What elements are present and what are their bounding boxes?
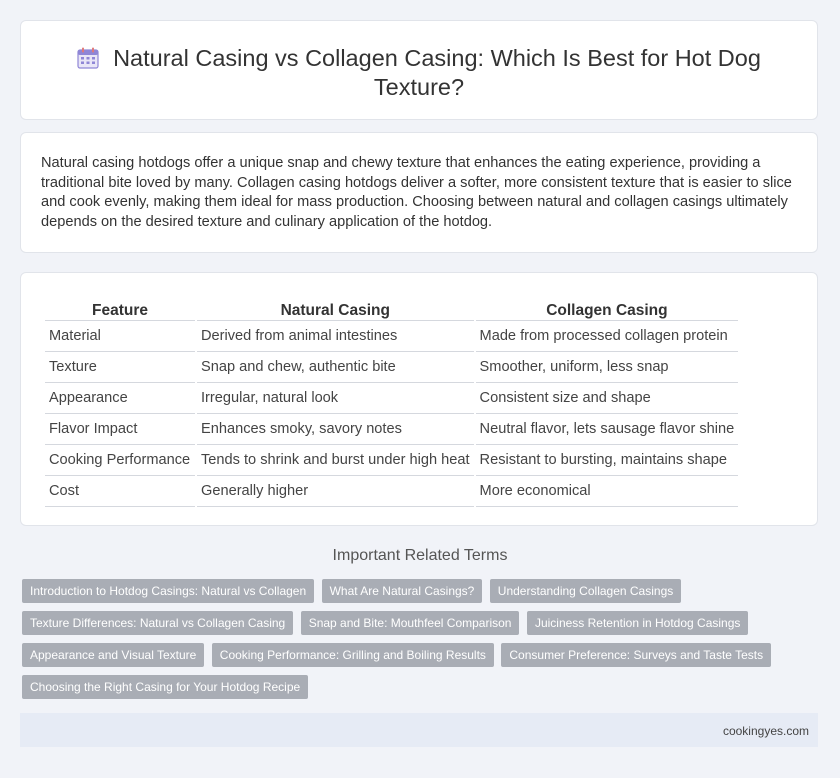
related-tag[interactable]: Snap and Bite: Mouthfeel Comparison: [301, 611, 520, 635]
related-tag[interactable]: Choosing the Right Casing for Your Hotdog Recipe: [22, 675, 308, 699]
comparison-card: [20, 272, 818, 526]
table-cell: Neutral flavor, lets sausage flavor shine: [476, 414, 739, 445]
footer: [20, 713, 818, 747]
table-row: [45, 321, 738, 352]
related-tag[interactable]: Introduction to Hotdog Casings: Natural vs Collagen: [22, 579, 314, 603]
table-header-row: [45, 294, 738, 321]
table-cell: Tends to shrink and burst under high heat: [197, 445, 474, 476]
header-natural-casing: Natural Casing: [197, 294, 474, 321]
page-title-text: Natural Casing vs Collagen Casing: Which Is Best for Hot Dog Texture?: [113, 45, 761, 100]
intro-card: [20, 132, 818, 253]
related-tag[interactable]: Understanding Collagen Casings: [490, 579, 681, 603]
table-cell: Made from processed collagen protein: [476, 321, 739, 352]
related-tag[interactable]: Cooking Performance: Grilling and Boiling Results: [212, 643, 494, 667]
header-feature: Feature: [45, 294, 195, 321]
table-cell: Texture: [45, 352, 195, 383]
table-row: [45, 445, 738, 476]
table-cell: Irregular, natural look: [197, 383, 474, 414]
comparison-table: [43, 294, 740, 507]
table-cell: More economical: [476, 476, 739, 507]
table-cell: Resistant to bursting, maintains shape: [476, 445, 739, 476]
related-terms-list: [22, 579, 802, 707]
table-cell: Flavor Impact: [45, 414, 195, 445]
intro-paragraph: Natural casing hotdogs offer a unique snap and chewy texture that enhances the eating experience, providing a traditional bite loved by many. Collagen casing hotdogs deliver a softer, more consistent texture that is easier to slice and cook evenly, making them ideal for mass production. Choosing between natural and collagen casings ultimately depends on the desired texture and culinary application of the hotdog.: [41, 155, 792, 231]
related-tag[interactable]: Texture Differences: Natural vs Collagen Casing: [22, 611, 293, 635]
page-title: [61, 44, 777, 102]
table-cell: Generally higher: [197, 476, 474, 507]
table-cell: Snap and chew, authentic bite: [197, 352, 474, 383]
related-tag[interactable]: Juiciness Retention in Hotdog Casings: [527, 611, 748, 635]
table-cell: Cost: [45, 476, 195, 507]
header-card: [20, 20, 818, 120]
table-row: [45, 414, 738, 445]
table-cell: Enhances smoky, savory notes: [197, 414, 474, 445]
table-cell: Appearance: [45, 383, 195, 414]
table-cell: Material: [45, 321, 195, 352]
table-cell: Derived from animal intestines: [197, 321, 474, 352]
related-tag[interactable]: Appearance and Visual Texture: [22, 643, 204, 667]
table-cell: Smoother, uniform, less snap: [476, 352, 739, 383]
table-cell: Consistent size and shape: [476, 383, 739, 414]
related-tag[interactable]: Consumer Preference: Surveys and Taste Tests: [501, 643, 771, 667]
site-name[interactable]: cookingyes.com: [722, 724, 809, 738]
related-tag[interactable]: What Are Natural Casings?: [322, 579, 483, 603]
table-row: [45, 383, 738, 414]
calendar-icon: [77, 47, 99, 69]
table-cell: Cooking Performance: [45, 445, 195, 476]
header-collagen-casing: Collagen Casing: [476, 294, 739, 321]
table-row: [45, 352, 738, 383]
related-terms-heading: Important Related Terms: [332, 547, 508, 564]
table-row: [45, 476, 738, 507]
